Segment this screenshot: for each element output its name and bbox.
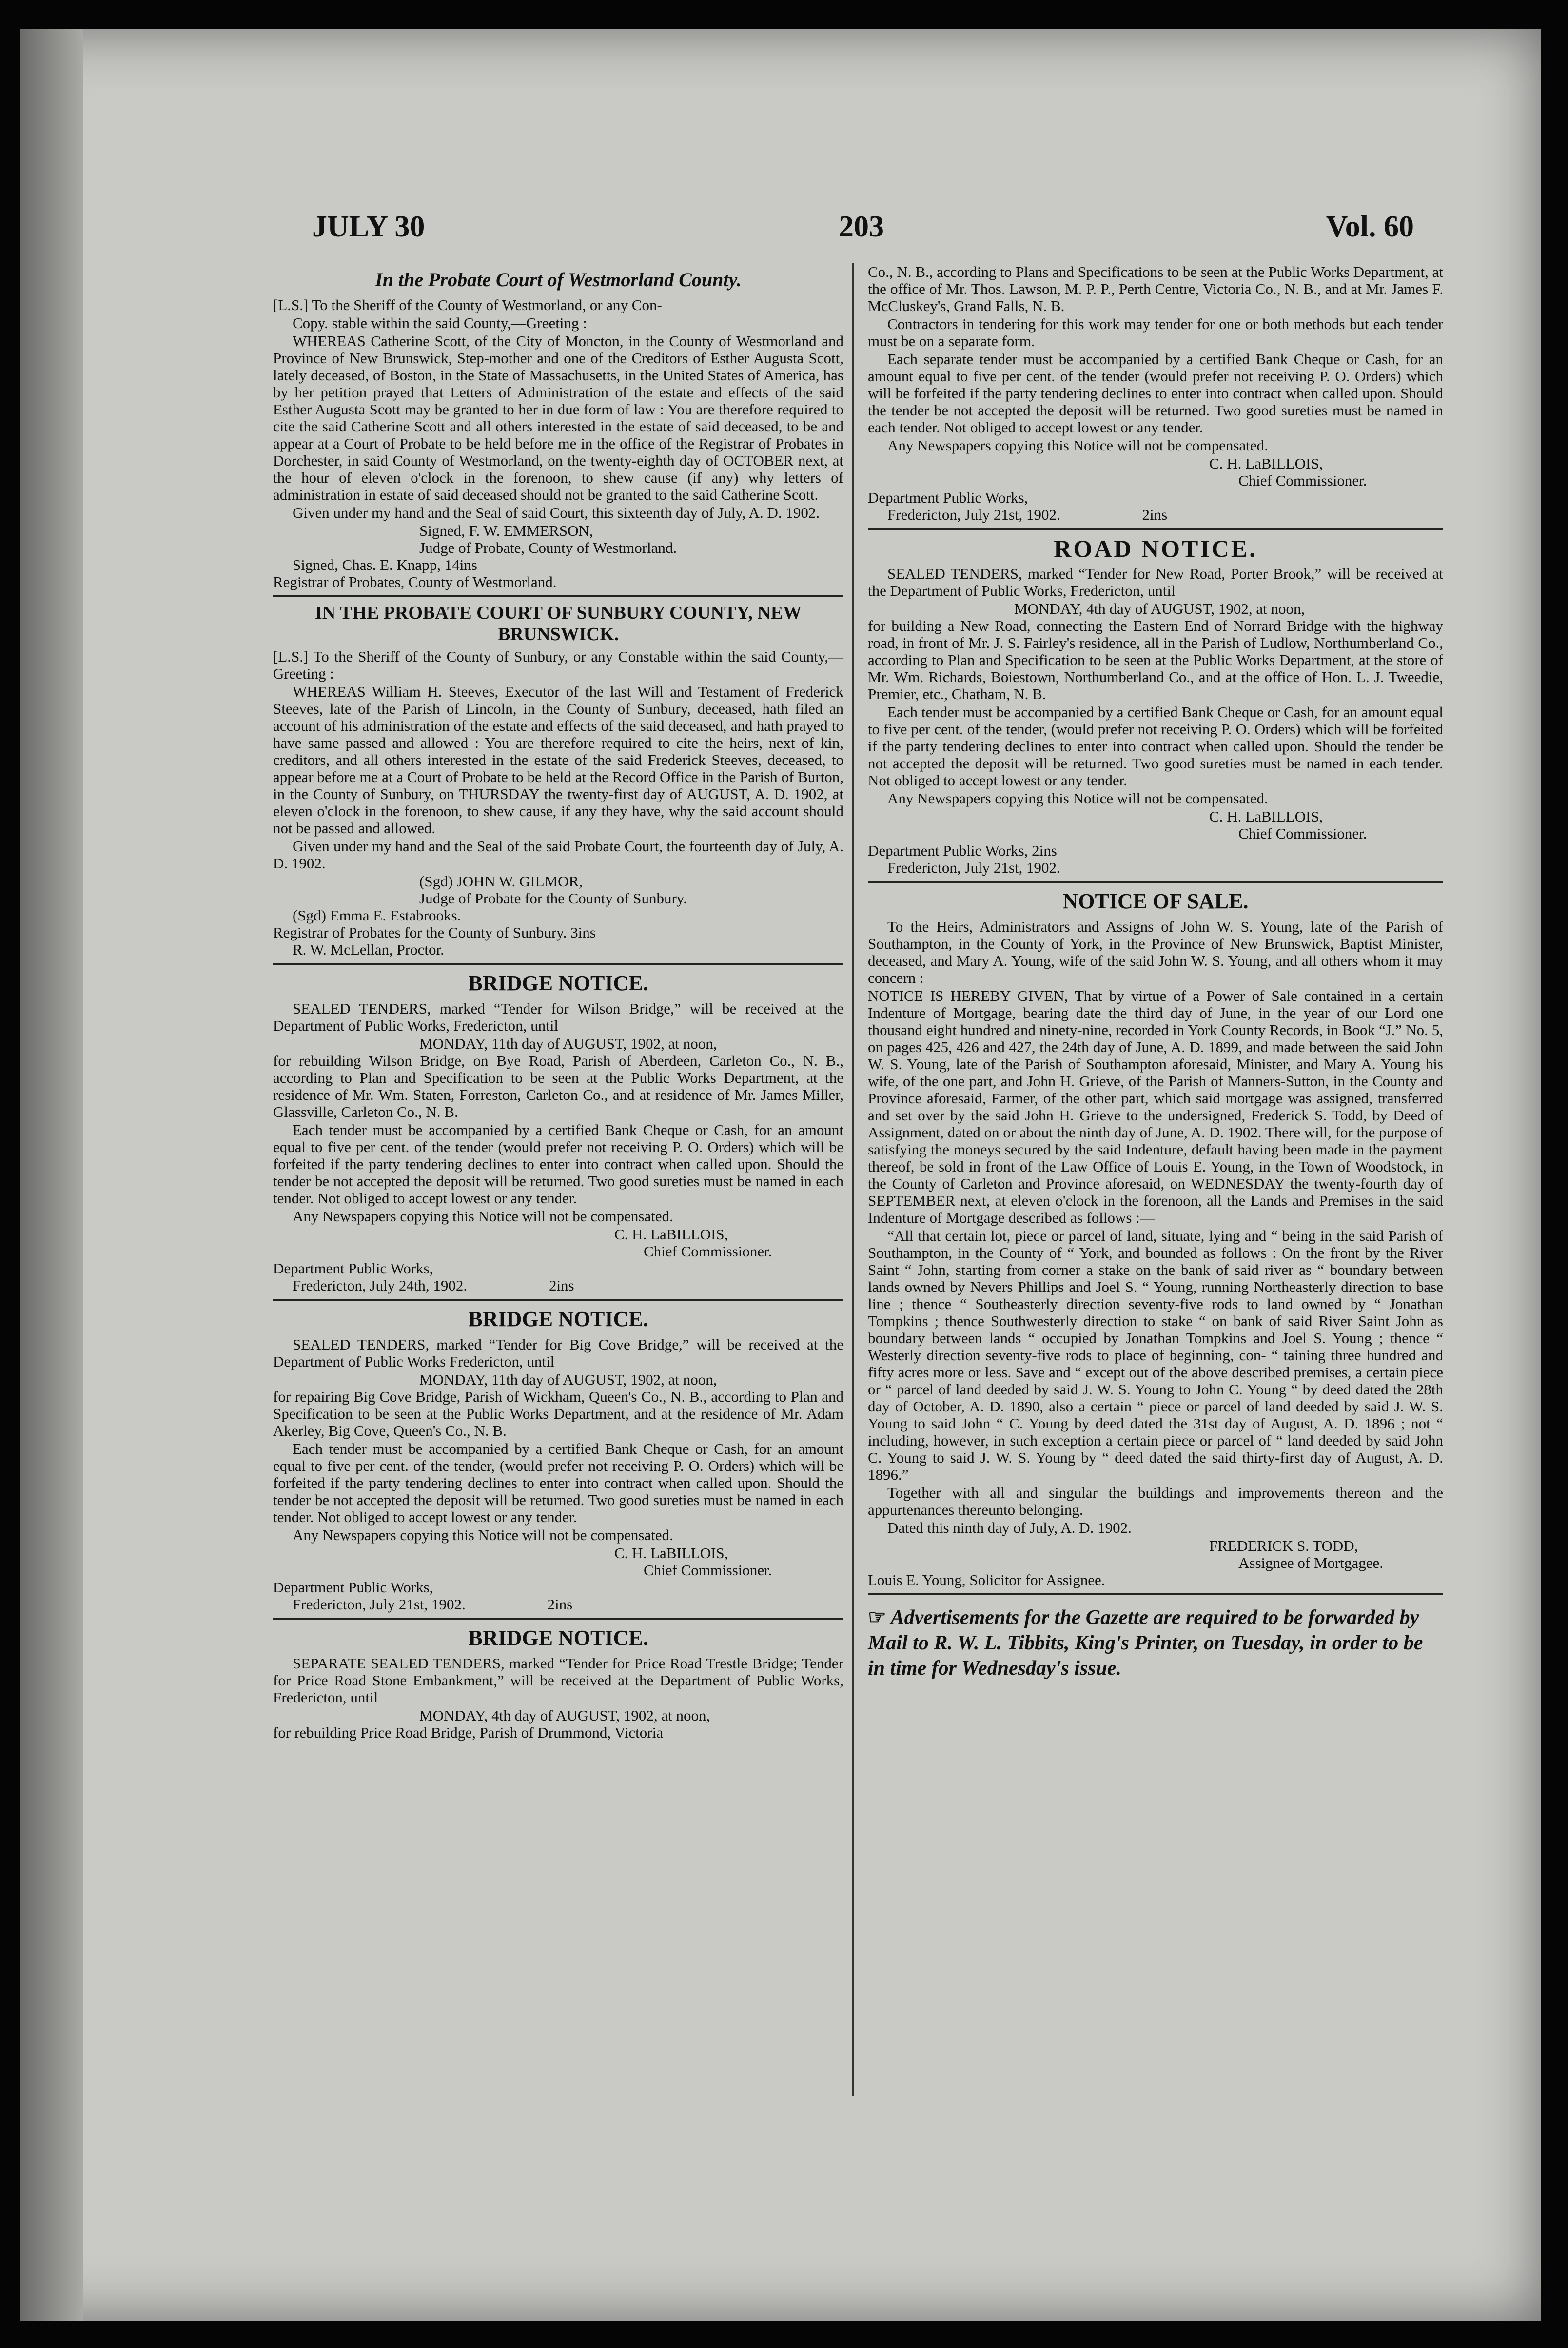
- road-notice: [868, 535, 1443, 876]
- section-title: BRIDGE NOTICE.: [468, 971, 648, 995]
- notice-of-sale: [868, 888, 1443, 1588]
- signature-role: Chief Commissioner.: [644, 1562, 772, 1579]
- paragraph: Copy. stable within the said County,—Greeting :: [293, 314, 587, 332]
- section-title: IN THE PROBATE COURT OF SUNBURY COUNTY, NEW BRUNSWICK.: [314, 603, 802, 645]
- section-rule: [868, 1593, 1443, 1595]
- signature-role: Judge of Probate, County of Westmorland.: [419, 539, 677, 556]
- header-date: JULY 30: [312, 210, 425, 243]
- signature: Signed, Chas. E. Knapp, 14ins: [293, 556, 477, 573]
- paragraph: for rebuilding Price Road Bridge, Parish of Drummond, Victoria: [273, 1724, 663, 1741]
- pointing-hand-icon: ☞: [868, 1606, 886, 1629]
- tender-deadline: MONDAY, 4th day of AUGUST, 1902, at noon,: [1014, 600, 1305, 617]
- paragraph: “All that certain lot, piece or parcel of land, situate, lying and “ being in the said Parish of Southampton, in the County of “ York, and bounded as follows : On the front by the River Saint “ John, starting from corner a stake on the bank of said river as “ boundary between lands owned by Nevers Phillips and Joel S. “ Young, running Northeasterly direction to base line ; thence “ Southeasterly direction seventy-five rods to land owned by “ Jonathan Tompkins ; thence Southwesterly direction to stake “ on bank of said River Saint John as boundary between lands “ occupied by Jonathan Tompkins and Joel S. Young ; thence “ Westerly direction seventy-five rods to place of beginning, con- “ taining three hundred and fifty acres more or less. Save and “ except out of the above described premises, a certain piece or “ parcel of land deeded by said J. W. S. Young to John C. Young “ by deed dated the 28th day of October, A. D. 1890, also a certain “ piece or parcel of land deeded by said J. W. S. Young to said John “ C. Young by deed dated the 31st day of August, A. D. 1896 ; not “ including, however, in such exception a certain piece or parcel of “ land deeded by said John C. Young to said J. W. S. Young by “ deed dated the said thirty-first day of August, A. D. 1896.”: [868, 1227, 1443, 1483]
- bridge-notice-price-road-continued: [868, 263, 1443, 523]
- signature: C. H. LaBILLOIS,: [1209, 455, 1323, 472]
- signature-role: Assignee of Mortgagee.: [1238, 1554, 1383, 1571]
- paragraph: SEPARATE SEALED TENDERS, marked “Tender for Price Road Trestle Bridge; Tender for Price Road Stone Embankment,” will be received at the Department of Public Works, Fredericton, until: [273, 1655, 843, 1706]
- signature: (Sgd) Emma E. Estabrooks.: [293, 907, 461, 924]
- column-divider: [852, 263, 854, 2096]
- paragraph: Each tender must be accompanied by a certified Bank Cheque or Cash, for an amount equal to five per cent. of the tender, (would prefer not receiving P. O. Orders) which will be forfeited if the party tendering declines to enter into contract when called upon. Should the tender be not accepted the deposit will be returned. Two good sureties must be named in each tender. Not obliged to accept lowest or any tender.: [868, 704, 1443, 789]
- right-column: [868, 263, 1443, 1681]
- paragraph: SEALED TENDERS, marked “Tender for Wilson Bridge,” will be received at the Department of Public Works, Fredericton, until: [273, 1000, 843, 1034]
- section-rule: [273, 1299, 843, 1301]
- proctor: R. W. McLellan, Proctor.: [293, 941, 444, 958]
- signature: (Sgd) JOHN W. GILMOR,: [419, 873, 583, 890]
- department: Department Public Works, 2ins: [868, 842, 1057, 859]
- signature: Signed, F. W. EMMERSON,: [419, 522, 593, 539]
- header-page-number: 203: [839, 210, 884, 243]
- signature-role: Judge of Probate for the County of Sunbury.: [419, 890, 687, 907]
- paragraph: SEALED TENDERS, marked “Tender for Big Cove Bridge,” will be received at the Department of Public Works Fredericton, until: [273, 1336, 843, 1370]
- section-rule: [273, 595, 843, 597]
- department: Department Public Works,: [273, 1260, 433, 1277]
- section-title: In the Probate Court of Westmorland County.: [375, 269, 742, 291]
- place-date: [868, 506, 1443, 523]
- paragraph: Given under my hand and the Seal of the said Probate Court, the fourteenth day of July, A. D. 1902.: [273, 838, 843, 872]
- page-stack-edge: [20, 29, 83, 2321]
- probate-sunbury-notice: [273, 602, 843, 958]
- bridge-notice-big-cove: [273, 1306, 843, 1613]
- place-date: [273, 1277, 843, 1294]
- paragraph: Given under my hand and the Seal of said Court, this sixteenth day of July, A. D. 1902.: [293, 504, 820, 521]
- paragraph: [L.S.] To the Sheriff of the County of Westmorland, or any Con-: [273, 296, 662, 313]
- place-date: [273, 1596, 843, 1613]
- paragraph: for rebuilding Wilson Bridge, on Bye Road, Parish of Aberdeen, Carleton Co., N. B., according to Plan and Specification to be seen at the Public Works Department, at the residence of Mr. Wm. Staten, Forreston, Carleton Co., and at residence of Mr. James Miller, Glassville, Carleton Co., N. B.: [273, 1052, 843, 1120]
- paragraph: Together with all and singular the buildings and improvements thereon and the appurtenances thereunto belonging.: [868, 1484, 1443, 1518]
- paragraph: Any Newspapers copying this Notice will not be compensated.: [887, 790, 1268, 807]
- paragraph: Any Newspapers copying this Notice will not be compensated.: [887, 437, 1268, 454]
- section-title: BRIDGE NOTICE.: [468, 1307, 648, 1331]
- section-rule: [273, 1618, 843, 1620]
- signature: FREDERICK S. TODD,: [1209, 1537, 1358, 1554]
- place-date-text: Fredericton, July 21st, 1902.: [293, 1596, 466, 1613]
- paragraph: To the Heirs, Administrators and Assigns of John W. S. Young, late of the Parish of Southampton, in the County of York, in the Province of New Brunswick, Baptist Minister, deceased, and Mary A. Young, wife of the said John W. S. Young, and all others whom it may concern :: [868, 918, 1443, 986]
- place-date-text: Fredericton, July 21st, 1902.: [887, 506, 1060, 523]
- paragraph: Each tender must be accompanied by a certified Bank Cheque or Cash, for an amount equal to five per cent. of the tender, (would prefer not receiving P. O. Orders) which will be forfeited if the party tendering declines to enter into contract when called upon. Should the tender be not accepted the deposit will be returned. Two good sureties must be named in each tender. Not obliged to accept lowest or any tender.: [273, 1440, 843, 1526]
- section-title: ROAD NOTICE.: [1054, 535, 1257, 562]
- tender-deadline: MONDAY, 4th day of AUGUST, 1902, at noon,: [419, 1707, 710, 1724]
- left-column: [273, 263, 843, 1742]
- probate-westmorland-notice: [273, 266, 843, 590]
- bridge-notice-wilson: [273, 970, 843, 1294]
- paragraph: for building a New Road, connecting the Eastern End of Norrard Bridge with the highway road, in front of Mr. J. S. Fairley's residence, all in the Parish of Ludlow, Northumberland Co., according to Plan and Specification to be seen at the Public Works Department, at the store of Mr. Wm. Richards, Boiestown, Northumberland Co., and at the office of Hon. L. J. Tweedie, Premier, etc., Chatham, N. B.: [868, 617, 1443, 703]
- signature-role: Chief Commissioner.: [1238, 825, 1367, 842]
- paragraph: for repairing Big Cove Bridge, Parish of Wickham, Queen's Co., N. B., according to Plan and Specification to be seen at the Public Works Department, and at the residence of Mr. Adam Akerley, Big Cove, Queen's Co., N. B.: [273, 1388, 843, 1439]
- paragraph: Any Newspapers copying this Notice will not be compensated.: [293, 1526, 673, 1544]
- tender-deadline: MONDAY, 11th day of AUGUST, 1902, at noon,: [419, 1371, 717, 1388]
- paragraph: Each tender must be accompanied by a certified Bank Cheque or Cash, for an amount equal to five per cent. of the tender (would prefer not receiving P. O. Orders) which will be forfeited if the party tendering declines to enter into contract when called upon. Should the tender be not accepted the deposit will be returned. Two good sureties must be named in each tender. Not obliged to accept lowest or any tender.: [273, 1121, 843, 1207]
- signature: C. H. LaBILLOIS,: [614, 1226, 728, 1243]
- signature-role: Registrar of Probates, County of Westmorland.: [273, 573, 557, 590]
- signature-role: Chief Commissioner.: [1238, 472, 1367, 489]
- insertions: 2ins: [549, 1277, 574, 1294]
- section-rule: [868, 881, 1443, 883]
- header-volume: Vol. 60: [1326, 210, 1414, 243]
- section-rule: [868, 528, 1443, 530]
- place-date-text: Fredericton, July 24th, 1902.: [293, 1277, 468, 1294]
- paragraph: WHEREAS Catherine Scott, of the City of Moncton, in the County of Westmorland and Province of New Brunswick, Step-mother and one of the Creditors of Esther Augusta Scott, lately deceased, of Boston, in the State of Massachusetts, in the United States of America, has by her petition prayed that Letters of Administration of the estate and effects of the said Esther Augusta Scott may be granted to her in due form of law : You are therefore required to cite the said Catherine Scott and all others interested in the estate of said deceased, to be and appear at a Court of Probate to be held before me in the office of the Registrar of Probates in Dorchester, in said County of Westmorland, on the twenty-eighth day of OCTOBER next, at the hour of eleven o'clock in the forenoon, to shew cause (if any) why letters of administration in estate of said deceased should not be granted to the said Catherine Scott.: [273, 333, 843, 503]
- paragraph: Contractors in tendering for this work may tender for one or both methods but each tender must be on a separate form.: [868, 315, 1443, 350]
- signature: C. H. LaBILLOIS,: [614, 1545, 728, 1562]
- department: Department Public Works,: [273, 1579, 433, 1596]
- paragraph: Dated this ninth day of July, A. D. 1902.: [887, 1519, 1132, 1536]
- bridge-notice-price-road: [273, 1624, 843, 1741]
- place-date: Fredericton, July 21st, 1902.: [887, 859, 1060, 876]
- paragraph: Each separate tender must be accompanied by a certified Bank Cheque or Cash, for an amount equal to five per cent. of the tender (would prefer not receiving P. O. Orders) which will be forfeited if the party tendering declines to enter into contract when called upon. Should the tender be not accepted the deposit will be returned. Two good sureties must be named in each tender. Not obliged to accept lowest or any tender.: [868, 351, 1443, 436]
- solicitor: Louis E. Young, Solicitor for Assignee.: [868, 1571, 1105, 1588]
- signature-role: Registrar of Probates for the County of Sunbury. 3ins: [273, 924, 596, 941]
- advertisement-notice: [868, 1605, 1443, 1681]
- paragraph: NOTICE IS HEREBY GIVEN, That by virtue of a Power of Sale contained in a certain Indenture of Mortgage, bearing date the third day of June, in the year of our Lord one thousand eight hundred and ninety-nine, recorded in York County Records, in Book “J.” No. 5, on pages 425, 426 and 427, the 24th day of June, A. D. 1899, and made between the said John W. S. Young, late of the Parish of Southampton aforesaid, Minister, and Mary A. Young his wife, of the one part, and John H. Grieve, of the Parish of Manners-Sutton, in the County and Province aforesaid, Farmer, of the other part, which said mortgage was assigned, transferred and set over by the said John H. Grieve to the undersigned, Frederick S. Todd, by Deed of Assignment, dated on or about the ninth day of June, A. D. 1902. There will, for the purpose of satisfying the moneys secured by the said Indenture, default having been made in the payment thereof, be sold in front of the Law Office of Louis E. Young, in the Town of Woodstock, in the County of Carleton and Province aforesaid, on WEDNESDAY the twenty-fourth day of SEPTEMBER next, at eleven o'clock in the forenoon, all the Lands and Premises in the said Indenture of Mortgage described as follows :—: [868, 987, 1443, 1226]
- department: Department Public Works,: [868, 489, 1028, 506]
- insertions: 2ins: [1142, 506, 1168, 523]
- tender-deadline: MONDAY, 11th day of AUGUST, 1902, at noon,: [419, 1035, 717, 1052]
- paragraph: [L.S.] To the Sheriff of the County of Sunbury, or any Constable within the said County,—Greeting :: [273, 648, 843, 682]
- advertisement-text: Advertisements for the Gazette are required to be forwarded by Mail to R. W. L. Tibbits, King's Printer, on Tuesday, in order to be in time for Wednesday's issue.: [868, 1606, 1423, 1680]
- section-title: BRIDGE NOTICE.: [468, 1626, 648, 1650]
- page-header: [312, 210, 1414, 254]
- paragraph: Any Newspapers copying this Notice will not be compensated.: [293, 1208, 673, 1225]
- paragraph: Co., N. B., according to Plans and Specifications to be seen at the Public Works Department, at the office of Mr. Thos. Lawson, M. P. P., Perth Centre, Victoria Co., N. B., and at Mr. James F. McCluskey's, Grand Falls, N. B.: [868, 263, 1443, 314]
- insertions: 2ins: [547, 1596, 573, 1613]
- paragraph: WHEREAS William H. Steeves, Executor of the last Will and Testament of Frederick Steeves, late of the Parish of Lincoln, in the County of Sunbury, deceased, hath filed an account of his administration of the estate and effects of the said deceased, and hath prayed to have same passed and allowed : You are therefore required to cite the heirs, next of kin, creditors, and all others interested in the estate of the said Frederick Steeves, deceased, to appear before me at a Court of Probate to be held at the Record Office in the Parish of Burton, in the County of Sunbury, on THURSDAY the twenty-first day of AUGUST, A. D. 1902, at eleven o'clock in the forenoon, to shew cause, if any they have, why the said account should not be passed and allowed.: [273, 683, 843, 837]
- section-rule: [273, 963, 843, 965]
- paragraph: SEALED TENDERS, marked “Tender for New Road, Porter Brook,” will be received at the Department of Public Works, Fredericton, until: [868, 565, 1443, 599]
- section-title: NOTICE OF SALE.: [1062, 889, 1249, 913]
- signature-role: Chief Commissioner.: [644, 1243, 772, 1260]
- signature: C. H. LaBILLOIS,: [1209, 808, 1323, 825]
